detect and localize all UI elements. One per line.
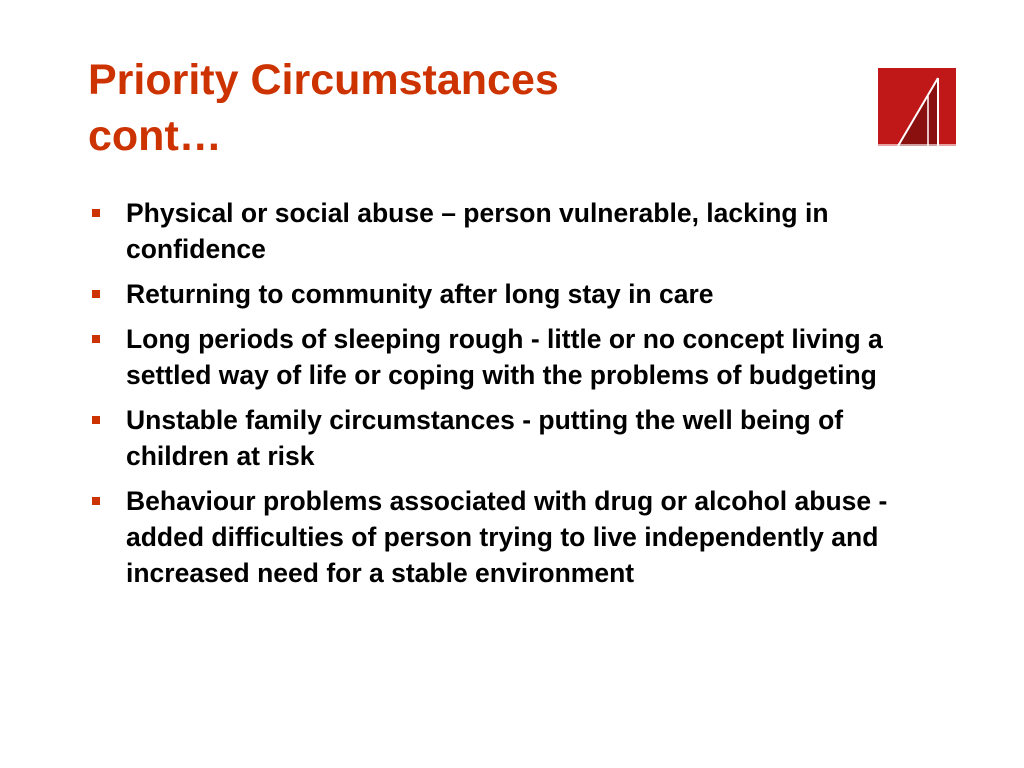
square-bullet-icon <box>92 290 100 298</box>
logo <box>878 68 956 146</box>
bullet-item <box>90 402 950 474</box>
bullet-item <box>90 276 950 312</box>
bullet-text: Physical or social abuse – person vulnerable, lacking in confidence <box>126 198 829 264</box>
bullet-text: Long periods of sleeping rough - little or no concept living a settled way of life or coping with the problems of budgeting <box>126 324 883 390</box>
bullet-item <box>90 195 950 267</box>
bullet-text: Behaviour problems associated with drug or alcohol abuse - added difficulties of person trying to live independently and increased need for a stable environment <box>126 486 888 588</box>
square-bullet-icon <box>92 335 100 343</box>
bullet-text: Returning to community after long stay in care <box>126 279 714 309</box>
bullet-item <box>90 483 950 591</box>
slide-title: Priority Circumstances cont… <box>88 56 559 160</box>
square-bullet-icon <box>92 209 100 217</box>
red-square-logo-icon <box>878 68 956 146</box>
square-bullet-icon <box>92 416 100 424</box>
bullet-list <box>90 195 950 600</box>
square-bullet-icon <box>92 497 100 505</box>
bullet-text: Unstable family circumstances - putting the well being of children at risk <box>126 405 844 471</box>
bullet-item <box>90 321 950 393</box>
